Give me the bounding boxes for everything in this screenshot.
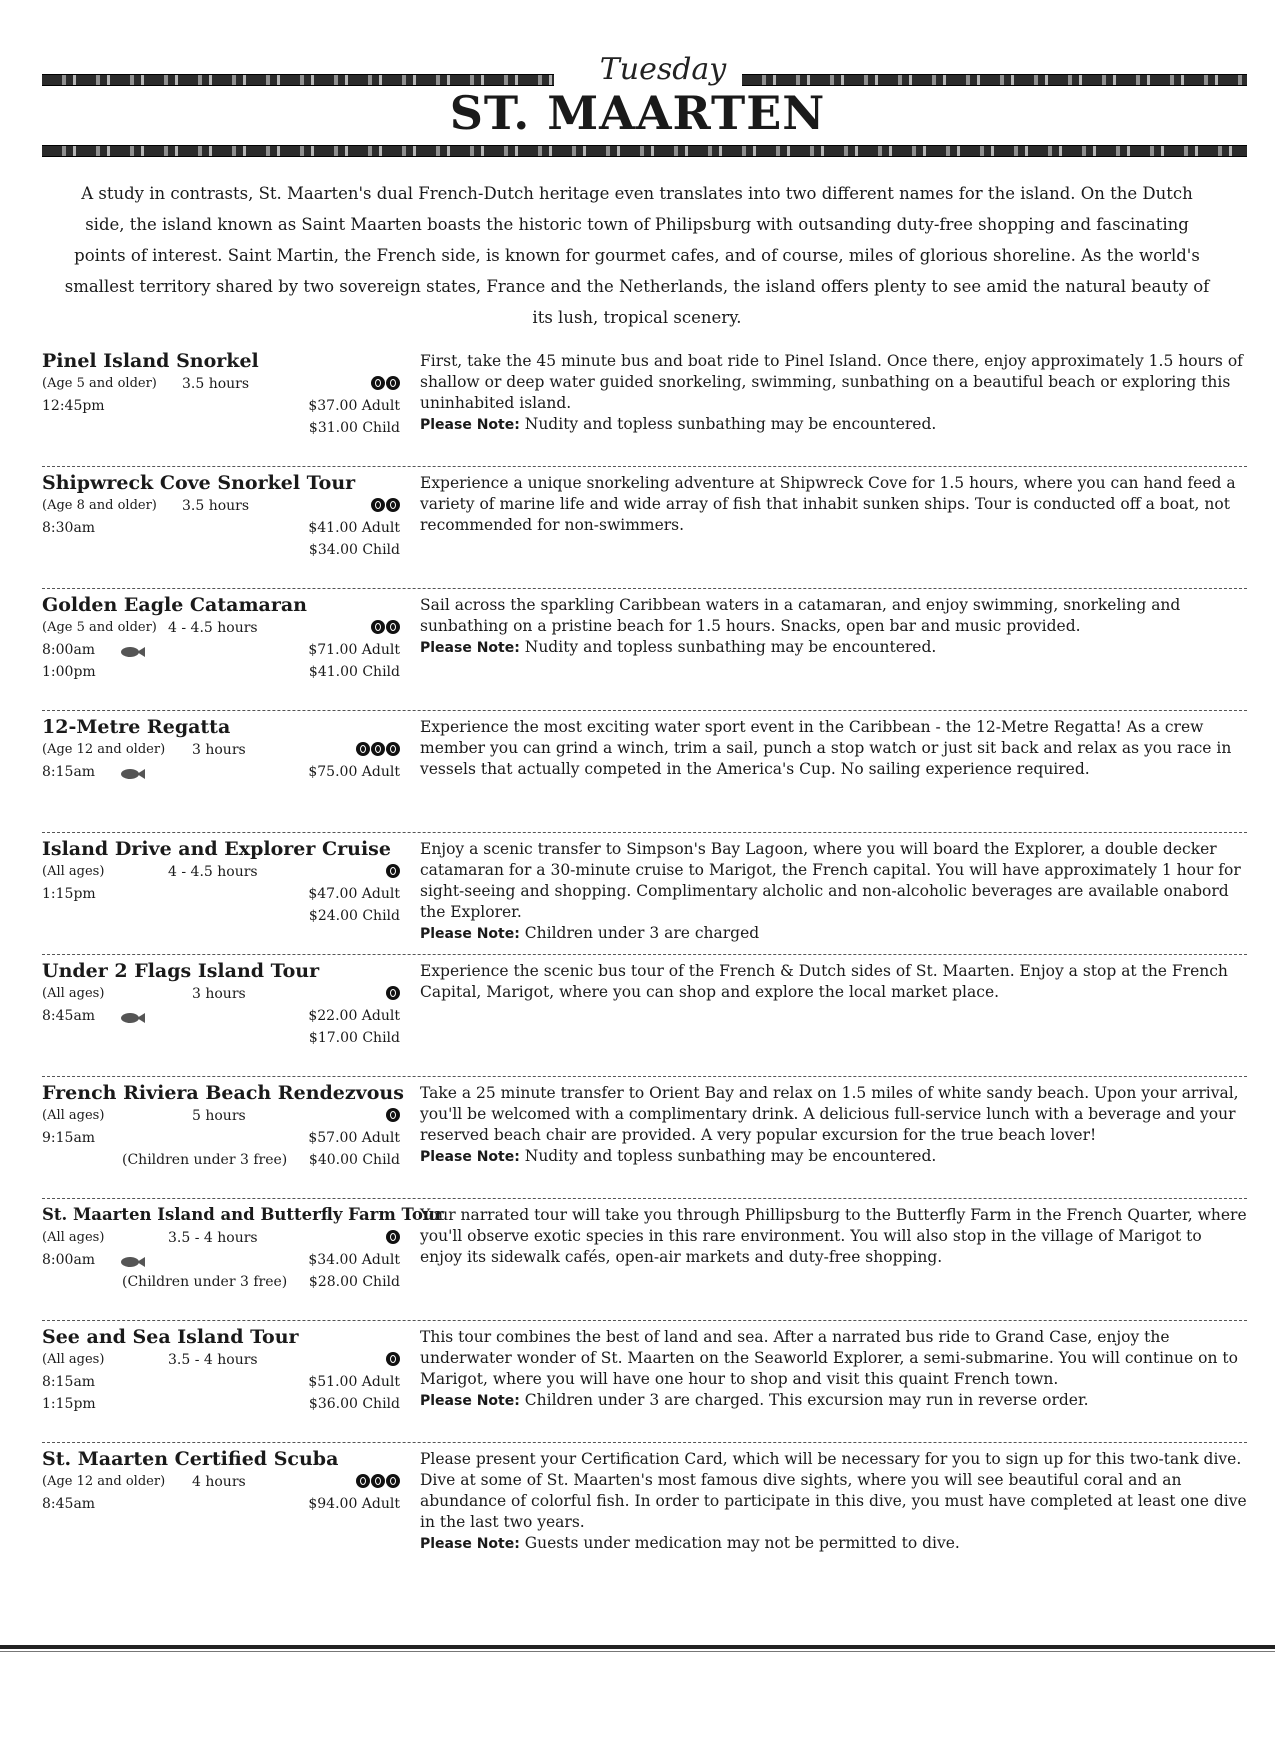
tour-age: (Age 5 and older)	[42, 620, 157, 635]
tour-description: Sail across the sparkling Caribbean waters in a catamaran, and enjoy swimming, snorkeling and sunbathing on a pristine beach for 1.5 hours. Snacks, open bar and music provided. Please Note: Nudity and topless sunbathing may be encountered.	[420, 596, 1181, 656]
tour-price: $41.00 Child	[308, 664, 400, 680]
tour-price: $31.00 Child	[308, 420, 400, 436]
tour-note: Nudity and topless sunbathing may be encountered.	[524, 638, 937, 656]
tour-description: First, take the 45 minute bus and boat ride to Pinel Island. Once there, enjoy approximately 1.5 hours of shallow or deep water guided snorkeling, swimming, sunbathing on a beautiful beach or exploring this uninhabited island. Please Note: Nudity and topless sunbathing may be encountered.	[420, 352, 1243, 433]
tour-time: 12:45pm	[42, 398, 105, 414]
tour-time: 9:15am	[42, 1130, 96, 1146]
please-note-label: Please Note:	[420, 640, 520, 656]
tour-duration: 3.5 - 4 hours	[168, 1352, 258, 1368]
tour-price: $37.00 Adult	[308, 398, 400, 414]
please-note-label: Please Note:	[420, 1536, 520, 1552]
tour-age: (All ages)	[42, 1230, 105, 1245]
intro-paragraph: A study in contrasts, St. Maarten's dual French-Dutch heritage even translates into two different names for the island. On the Dutch side, the island known as Saint Maarten boasts the historic town of Philipsburg with outsanding duty-free shopping and fascinating points of interest. Saint Martin, the French side, is known for gourmet cafes, and of course, miles of glorious shoreline. As the world's smallest territory shared by two sovereign states, France and the Netherlands, the island offers plenty to see amid the natural beauty of its lush, tropical scenery.	[64, 184, 1210, 327]
tour-description: Your narrated tour will take you through Phillipsburg to the Butterfly Farm in the French Quarter, where you'll observe exotic species in this rare environment. You will also stop in the village of Marigot to enjoy its sidewalk cafés, open-air markets and duty-free shopping.	[420, 1206, 1247, 1266]
tour-duration: 4 - 4.5 hours	[168, 864, 258, 880]
tour-price: $94.00 Adult	[308, 1496, 400, 1512]
tour-certified-scuba	[42, 1443, 1247, 1573]
tour-price: $22.00 Adult	[308, 1008, 400, 1024]
tour-price: $71.00 Adult	[308, 642, 400, 658]
tour-duration: 5 hours	[192, 1108, 246, 1124]
activity-level-icon	[356, 742, 400, 756]
tour-description: Experience the most exciting water sport event in the Caribbean - the 12-Metre Regatta! As a crew member you can grind a winch, trim a sail, punch a stop watch or just sit back and relax as you race in vessels that actually competed in the America's Cup. No sailing experience required.	[420, 718, 1232, 778]
tour-time: 8:00am	[42, 1252, 96, 1268]
activity-level-icon	[386, 1108, 400, 1122]
tour-name: Under 2 Flags Island Tour	[42, 960, 320, 982]
page-title: ST. MAARTEN	[449, 86, 826, 140]
tour-age: (Age 12 and older)	[42, 1474, 166, 1489]
tour-under-2-flags	[42, 955, 1247, 1077]
tour-shipwreck-cove-snorkel	[42, 467, 1247, 589]
tour-name: See and Sea Island Tour	[42, 1326, 299, 1348]
activity-level-icon	[386, 1352, 400, 1366]
tour-time: 1:15pm	[42, 1396, 96, 1412]
tour-french-riviera-beach	[42, 1077, 1247, 1199]
tour-butterfly-farm	[42, 1199, 1247, 1321]
fish-icon	[120, 646, 146, 658]
tour-time: 8:15am	[42, 764, 96, 780]
fish-icon	[120, 1256, 146, 1268]
activity-level-icon	[371, 498, 400, 512]
tour-duration: 3.5 - 4 hours	[168, 1230, 258, 1246]
tour-description: This tour combines the best of land and sea. After a narrated bus ride to Grand Case, enjoy the underwater wonder of St. Maarten on the Seaworld Explorer, a semi-submarine. You will continue on to Marigot, where you will have one hour to shop and visit this quaint French town. Please Note: Children under 3 are charged. This excursion may run in reverse order.	[420, 1328, 1238, 1409]
activity-level-icon	[386, 864, 400, 878]
tour-name: French Riviera Beach Rendezvous	[42, 1082, 404, 1104]
tour-price: $51.00 Adult	[308, 1374, 400, 1390]
tour-note: Nudity and topless sunbathing may be encountered.	[524, 1147, 937, 1165]
tour-duration: 3 hours	[192, 986, 246, 1002]
tour-see-and-sea	[42, 1321, 1247, 1443]
fish-icon	[120, 1012, 146, 1024]
tour-age: (Age 12 and older)	[42, 742, 166, 757]
tour-duration: 4 - 4.5 hours	[168, 620, 258, 636]
header-rule-left	[42, 74, 554, 84]
tour-price: $47.00 Adult	[308, 886, 400, 902]
tour-note: Nudity and topless sunbathing may be encountered.	[524, 415, 937, 433]
header-rule-right	[742, 74, 1247, 84]
tour-age: (All ages)	[42, 1352, 105, 1367]
tour-time: 8:15am	[42, 1374, 96, 1390]
tour-12-metre-regatta	[42, 711, 1247, 833]
activity-level-icon	[371, 376, 400, 390]
please-note-label: Please Note:	[420, 926, 520, 942]
tour-price: $36.00 Child	[308, 1396, 400, 1412]
tour-price: $24.00 Child	[308, 908, 400, 924]
tour-price: $57.00 Adult	[308, 1130, 400, 1146]
tour-time: 1:15pm	[42, 886, 96, 902]
tour-price: $17.00 Child	[308, 1030, 400, 1046]
children-free-note: (Children under 3 free)	[122, 1152, 288, 1168]
tour-name: Golden Eagle Catamaran	[42, 594, 307, 616]
header-rule-bottom	[42, 145, 1247, 155]
tour-note: Guests under medication may not be permitted to dive.	[524, 1534, 960, 1552]
tour-list	[42, 345, 1247, 1573]
tour-price: $34.00 Adult	[308, 1252, 400, 1268]
please-note-label: Please Note:	[420, 1149, 520, 1165]
tour-pinel-island-snorkel	[42, 345, 1247, 467]
tour-age: (All ages)	[42, 864, 105, 879]
tour-age: (All ages)	[42, 1108, 105, 1123]
tour-time: 8:45am	[42, 1008, 96, 1024]
tour-age: (All ages)	[42, 986, 105, 1001]
tour-name: St. Maarten Certified Scuba	[42, 1448, 339, 1470]
tour-time: 1:00pm	[42, 664, 96, 680]
tour-time: 8:00am	[42, 642, 96, 658]
tour-description: Experience the scenic bus tour of the French & Dutch sides of St. Maarten. Enjoy a stop at the French Capital, Marigot, where you can shop and explore the local market place.	[420, 962, 1228, 1001]
please-note-label: Please Note:	[420, 417, 520, 433]
tour-duration: 3.5 hours	[182, 498, 250, 514]
tour-price: $41.00 Adult	[308, 520, 400, 536]
tour-description: Please present your Certification Card, which will be necessary for you to sign up for this two-tank dive. Dive at some of St. Maarten's most famous dive sights, where you will see beautiful coral and an abundance of colorful fish. In order to participate in this dive, you must have completed at least one dive in the last two years. Please Note: Guests under medication may not be permitted to dive.	[420, 1450, 1247, 1552]
activity-level-icon	[386, 986, 400, 1000]
day-script: Tuesday	[599, 52, 727, 87]
tour-price: $34.00 Child	[308, 542, 400, 558]
activity-level-icon	[371, 620, 400, 634]
fish-icon	[120, 768, 146, 780]
tour-price: $40.00 Child	[308, 1152, 400, 1168]
tour-price: $75.00 Adult	[308, 764, 400, 780]
tour-duration: 3.5 hours	[182, 376, 250, 392]
please-note-label: Please Note:	[420, 1393, 520, 1409]
tour-description: Experience a unique snorkeling adventure at Shipwreck Cove for 1.5 hours, where you can hand feed a variety of marine life and wide array of fish that inhabit sunken ships. Tour is conducted off a boat, not recommended for non-swimmers.	[420, 474, 1236, 534]
activity-level-icon	[386, 1230, 400, 1244]
tour-time: 8:30am	[42, 520, 96, 536]
tour-age: (Age 5 and older)	[42, 376, 157, 391]
tour-duration: 4 hours	[192, 1474, 246, 1490]
tour-duration: 3 hours	[192, 742, 246, 758]
children-free-note: (Children under 3 free)	[122, 1274, 288, 1290]
page-bottom-rule	[0, 1645, 1275, 1649]
activity-level-icon	[356, 1474, 400, 1488]
tour-island-drive-explorer-cruise	[42, 833, 1247, 955]
tour-name: 12-Metre Regatta	[42, 716, 231, 738]
tour-note: Children under 3 are charged	[524, 924, 760, 942]
tour-age: (Age 8 and older)	[42, 498, 157, 513]
page-bottom-rule-thin	[0, 1651, 1275, 1652]
tour-time: 8:45am	[42, 1496, 96, 1512]
tour-description: Take a 25 minute transfer to Orient Bay and relax on 1.5 miles of white sandy beach. Upon your arrival, you'll be welcomed with a complimentary drink. A delicious full-service lunch with a beverage and your reserved beach chair are provided. A very popular excursion for the true beach lover! Please Note: Nudity and topless sunbathing may be encountered.	[420, 1084, 1239, 1165]
tour-description: Enjoy a scenic transfer to Simpson's Bay Lagoon, where you will board the Explorer, a double decker catamaran for a 30-minute cruise to Marigot, the French capital. You will have approximately 1 hour for sight-seeing and shopping. Complimentary alcholic and non-alcoholic beverages are available onabord the Explorer. Please Note: Children under 3 are charged	[420, 840, 1241, 942]
tour-name: Island Drive and Explorer Cruise	[42, 838, 391, 860]
tour-golden-eagle-catamaran	[42, 589, 1247, 711]
tour-name: Shipwreck Cove Snorkel Tour	[42, 472, 356, 494]
tour-name: St. Maarten Island and Butterfly Farm Tour	[42, 1205, 444, 1224]
tour-name: Pinel Island Snorkel	[42, 350, 259, 372]
tour-note: Children under 3 are charged. This excursion may run in reverse order.	[524, 1391, 1089, 1409]
tour-price: $28.00 Child	[308, 1274, 400, 1290]
